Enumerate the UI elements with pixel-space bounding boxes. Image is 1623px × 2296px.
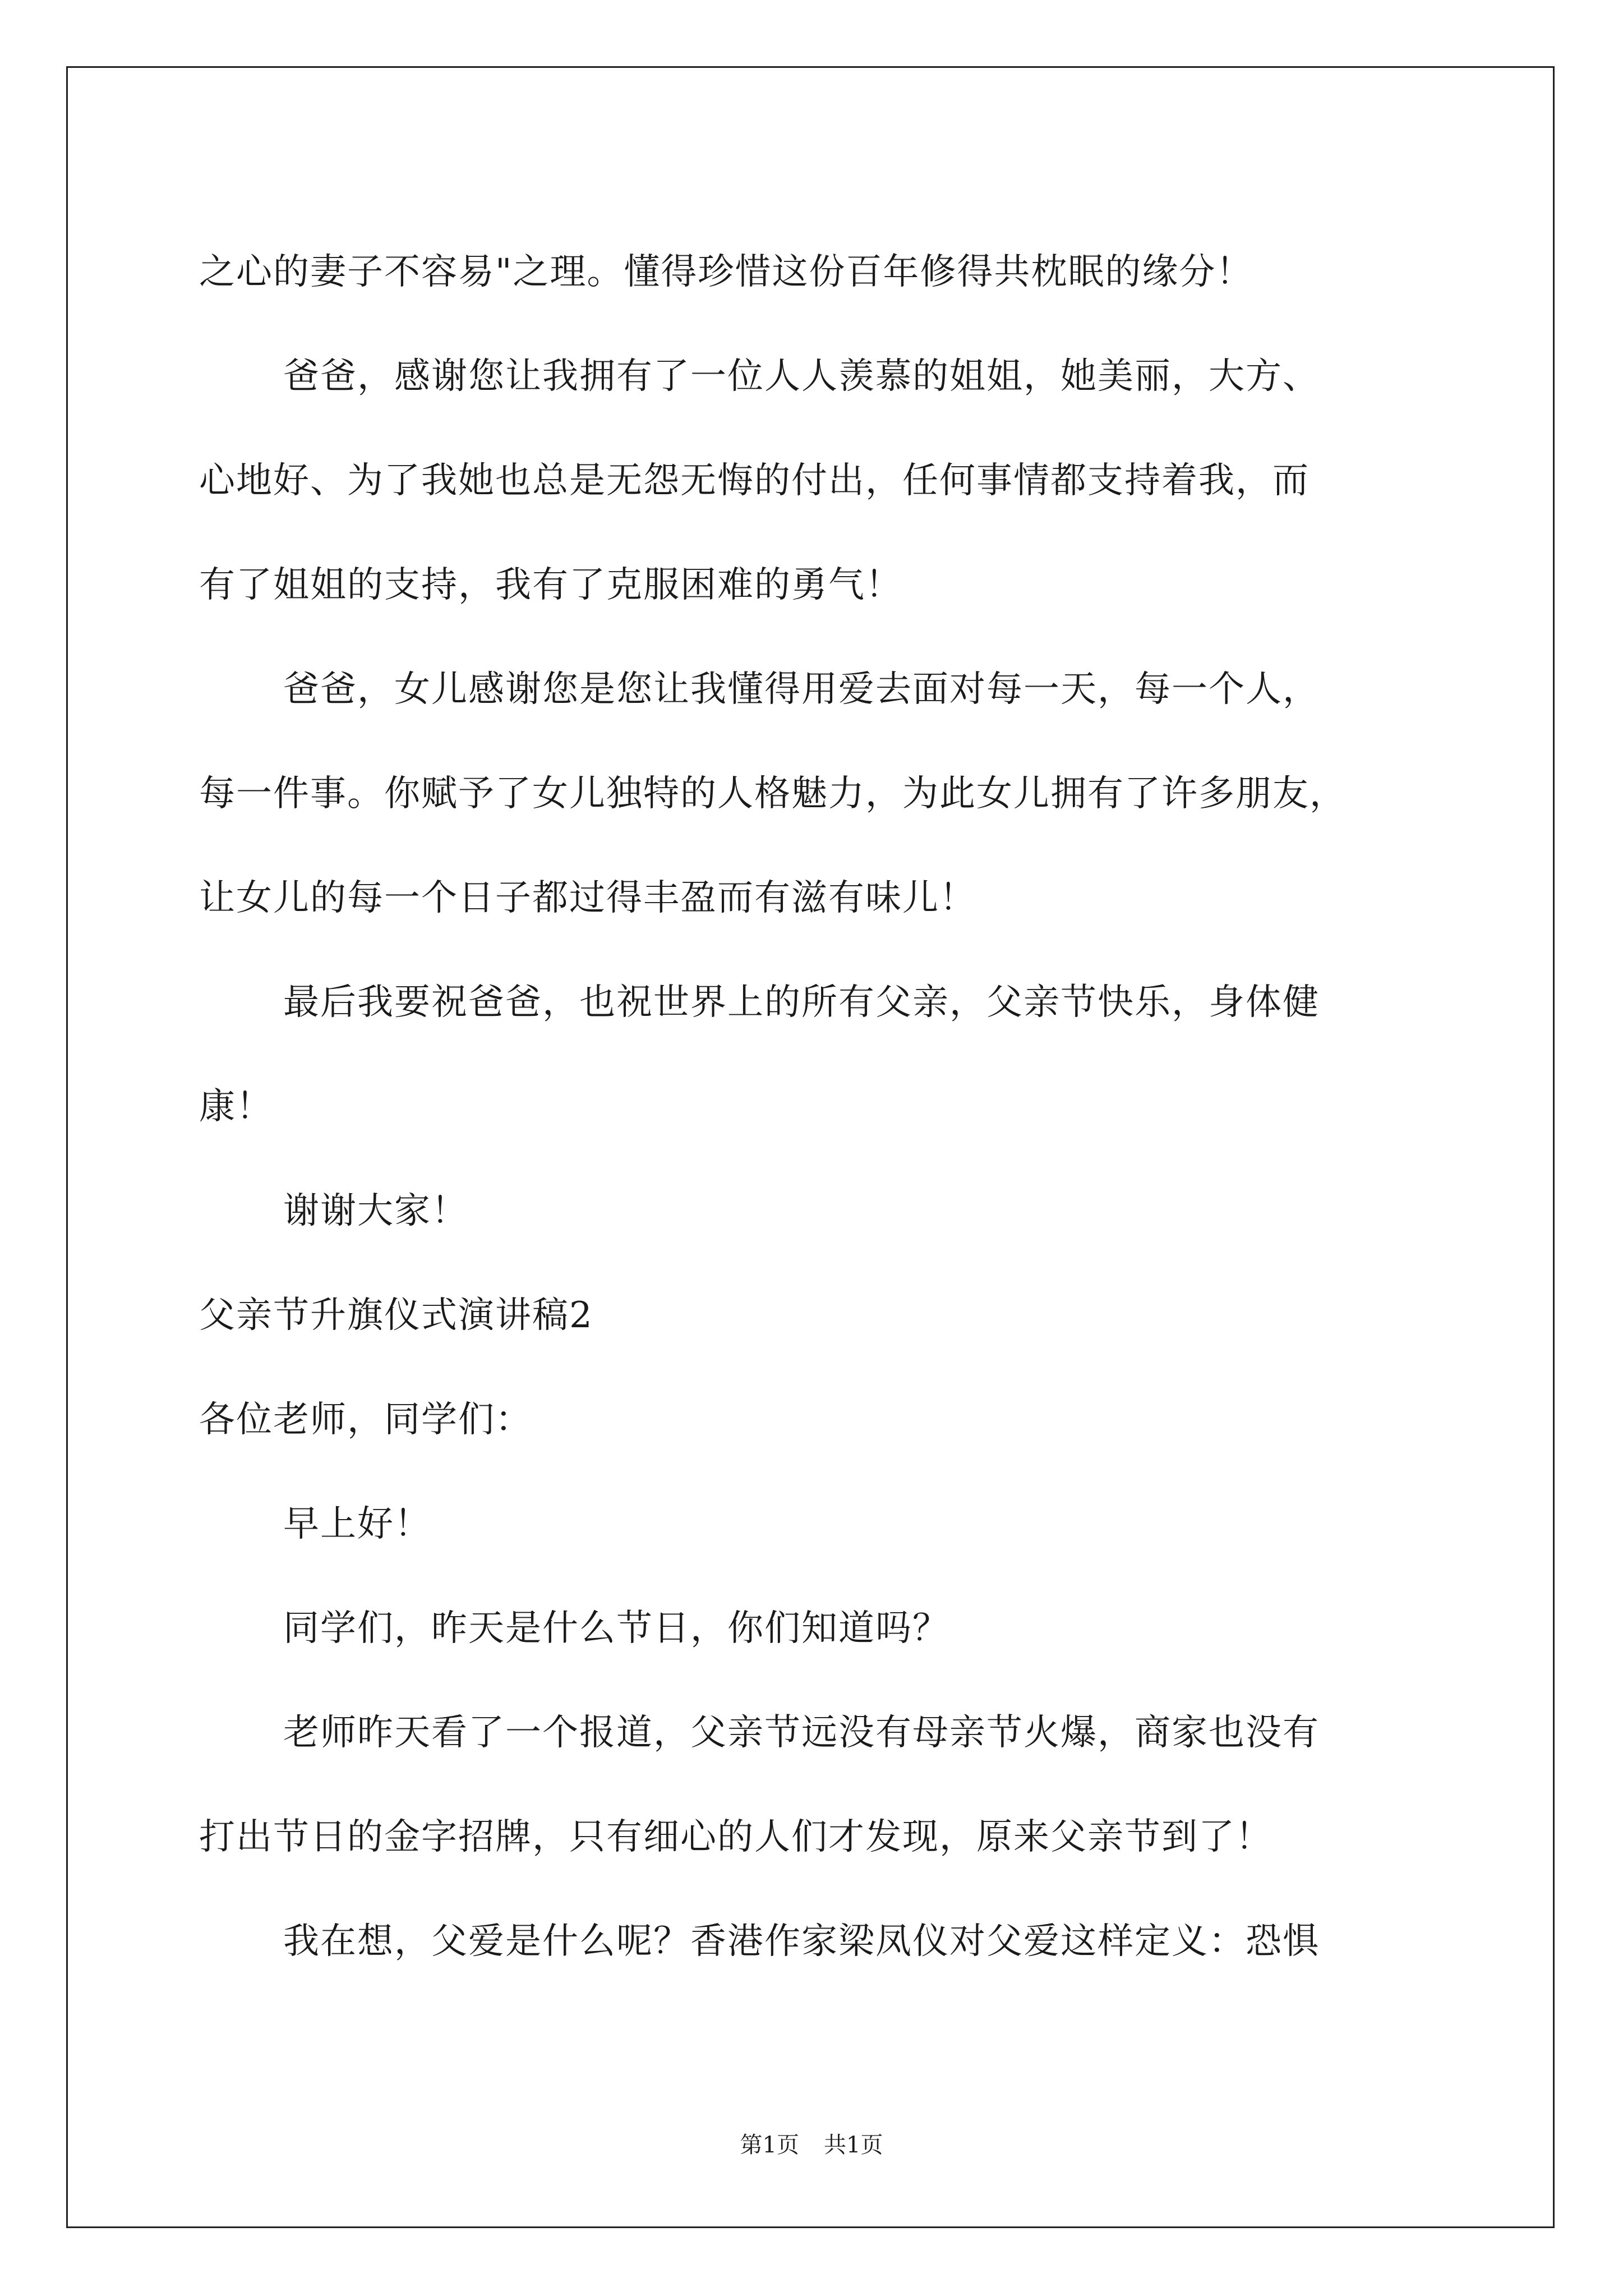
- salutation: 各位老师，同学们：: [199, 1399, 532, 1441]
- text-line: 每一件事。你赋予了女儿独特的人格魅力，为此女儿拥有了许多朋友，: [199, 773, 1347, 815]
- text-line: 之心的妻子不容易"之理。懂得珍惜这份百年修得共枕眠的缘分！: [199, 251, 1253, 293]
- text-line: 最后我要祝爸爸，也祝世界上的所有父亲，父亲节快乐，身体健: [283, 982, 1320, 1023]
- text-line: 老师昨天看了一个报道，父亲节远没有母亲节火爆，商家也没有: [283, 1712, 1320, 1754]
- text-line: 谢谢大家！: [283, 1190, 468, 1232]
- text-line: 有了姐姐的支持，我有了克服困难的勇气！: [199, 564, 902, 606]
- text-line: 心地好、为了我她也总是无怨无悔的付出，任何事情都支持着我，而: [199, 460, 1310, 501]
- text-line: 同学们，昨天是什么节日，你们知道吗？: [283, 1608, 949, 1649]
- text-line: 让女儿的每一个日子都过得丰盈而有滋有味儿！: [199, 877, 976, 919]
- section-title: 父亲节升旗仪式演讲稿2: [199, 1295, 593, 1336]
- page-number: 第1页: [740, 2132, 799, 2158]
- text-line: 早上好！: [283, 1503, 431, 1545]
- text-line: 打出节日的金字招牌，只有细心的人们才发现，原来父亲节到了！: [199, 1816, 1272, 1858]
- page-total: 共1页: [824, 2132, 883, 2158]
- page-footer: [0, 2127, 1623, 2159]
- text-line: 爸爸，感谢您让我拥有了一位人人羡慕的姐姐，她美丽，大方、: [283, 356, 1320, 397]
- document-body: [199, 220, 1455, 1994]
- text-line: 康！: [199, 1086, 273, 1128]
- text-line: 爸爸，女儿感谢您是您让我懂得用爱去面对每一天，每一个人，: [283, 669, 1320, 710]
- text-line: 我在想，父爱是什么呢？香港作家梁凤仪对父爱这样定义：恐惧: [283, 1921, 1320, 1962]
